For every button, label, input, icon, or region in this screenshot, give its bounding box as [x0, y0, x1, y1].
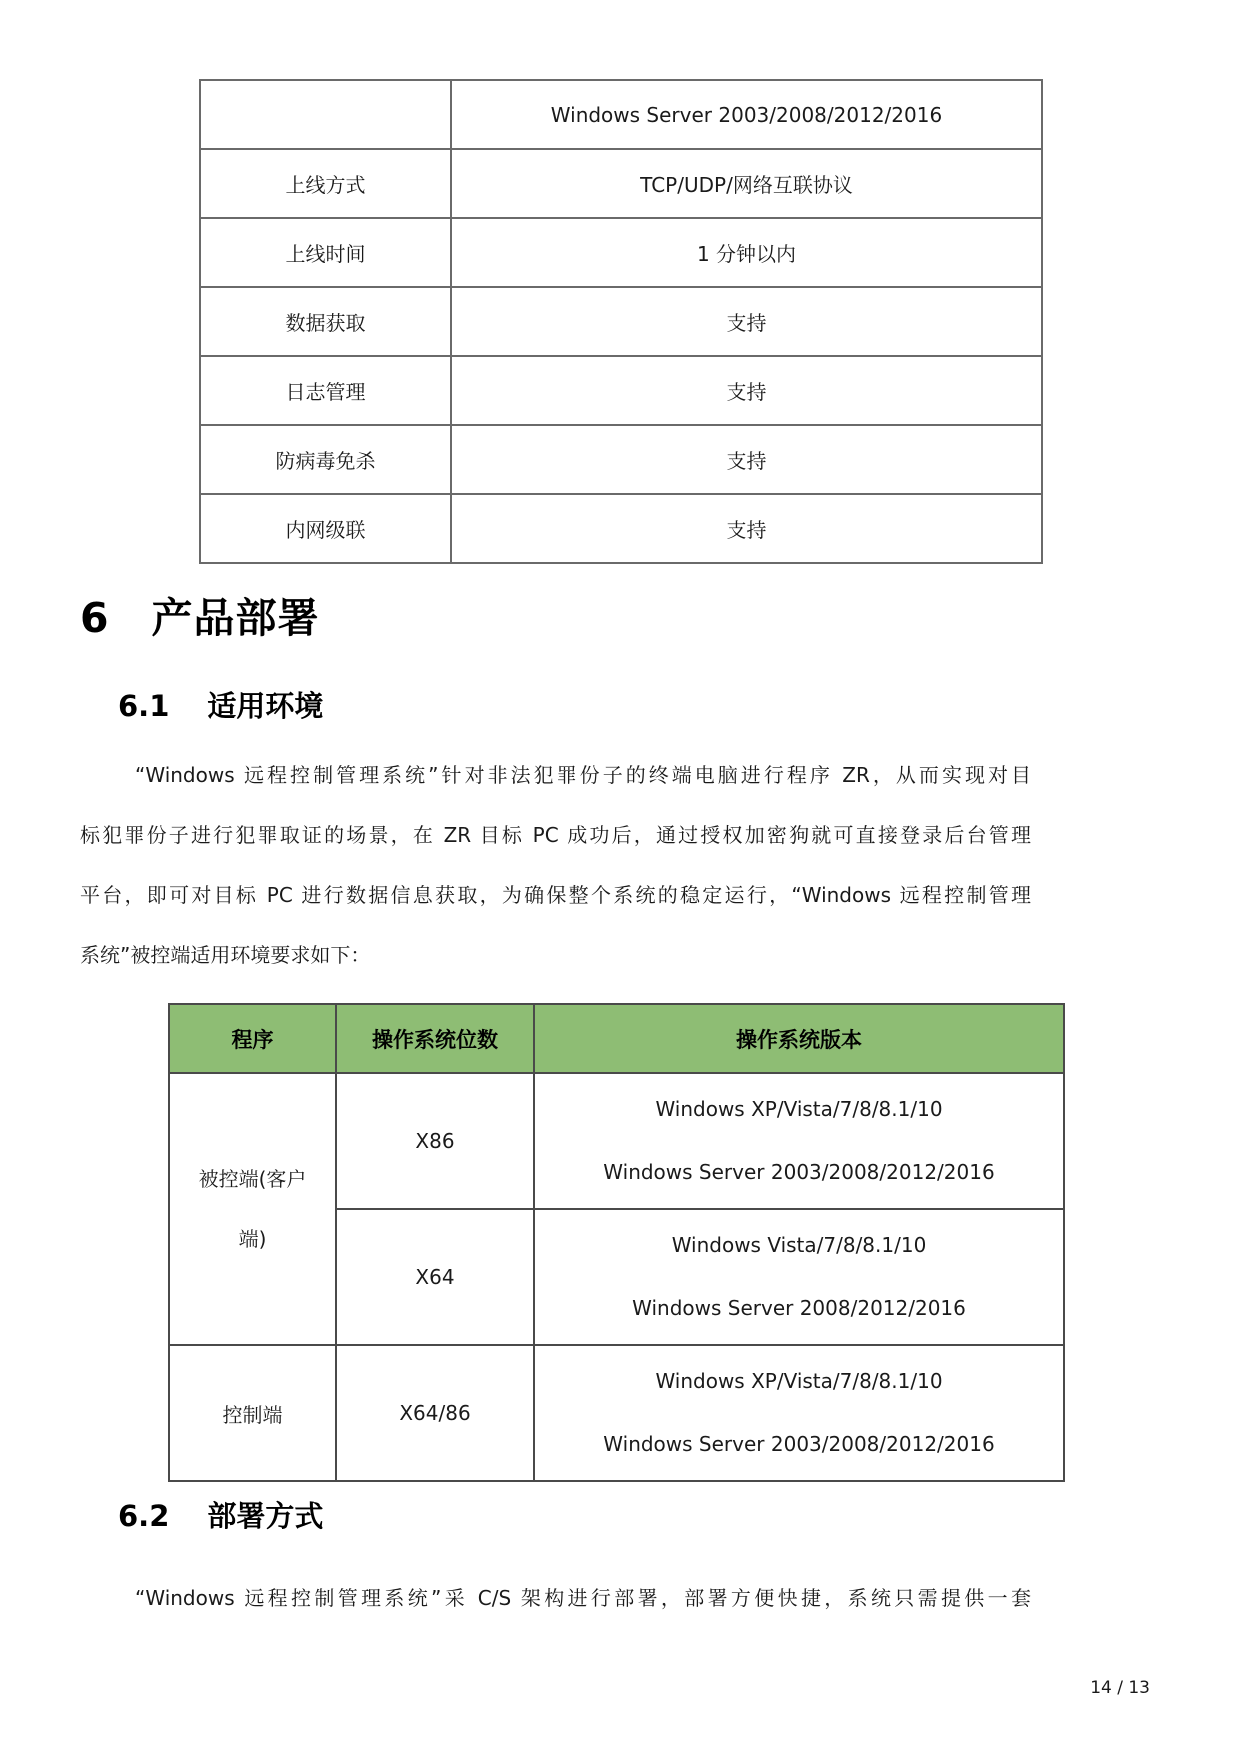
version-line: Windows Server 2003/2008/2012/2016 — [603, 1432, 995, 1456]
env-header-arch: 操作系统位数 — [336, 1004, 534, 1073]
spec-row-label: 数据获取 — [200, 287, 451, 356]
spec-row-value: 1 分钟以内 — [451, 218, 1042, 287]
env-header-program: 程序 — [169, 1004, 336, 1073]
spec-table-row — [200, 494, 1042, 563]
heading-number: 6.1 — [118, 689, 170, 723]
spec-row-label: 上线方式 — [200, 149, 451, 218]
env-table-row — [169, 1345, 1064, 1481]
heading-title: 适用环境 — [207, 689, 324, 723]
spec-table-row — [200, 287, 1042, 356]
section-6-2-paragraph — [80, 1568, 1031, 1628]
spec-table-row — [200, 149, 1042, 218]
spec-table-row — [200, 356, 1042, 425]
spec-row-value: TCP/UDP/网络互联协议 — [451, 149, 1042, 218]
version-cell — [534, 1209, 1064, 1345]
paragraph-line: “Windows 远程控制管理系统”针对非法犯罪份子的终端电脑进行程序 ZR，从而实现对目 — [135, 763, 1031, 787]
page-number: 14 / 13 — [1090, 1678, 1150, 1698]
section-6-heading — [80, 585, 320, 644]
paragraph-line: 系统”被控端适用环境要求如下： — [80, 943, 371, 967]
spec-row-label: 内网级联 — [200, 494, 451, 563]
spec-row-value: 支持 — [451, 287, 1042, 356]
program-label: 被控端(客户端) — [198, 1167, 307, 1251]
spec-table-row — [200, 80, 1042, 149]
paragraph-line: “Windows 远程控制管理系统”采 C/S 架构进行部署，部署方便快捷，系统只需提供一套 — [135, 1586, 1031, 1610]
arch-cell: X86 — [336, 1073, 534, 1209]
arch-cell: X64/86 — [336, 1345, 534, 1481]
spec-row-value: Windows Server 2003/2008/2012/2016 — [451, 80, 1042, 149]
spec-table-row — [200, 218, 1042, 287]
spec-row-label: 上线时间 — [200, 218, 451, 287]
environment-table — [168, 1003, 1065, 1482]
spec-table-row — [200, 425, 1042, 494]
spec-row-value: 支持 — [451, 425, 1042, 494]
paragraph-line: 平台，即可对目标 PC 进行数据信息获取，为确保整个系统的稳定运行，“Windows 远程控制管理 — [80, 883, 1031, 907]
version-line: Windows Server 2008/2012/2016 — [632, 1296, 966, 1320]
section-6-2-heading — [118, 1494, 323, 1535]
spec-row-label — [200, 80, 451, 149]
env-header-version: 操作系统版本 — [534, 1004, 1064, 1073]
heading-title: 产品部署 — [151, 594, 320, 642]
env-table-header-row — [169, 1004, 1064, 1073]
version-line: Windows XP/Vista/7/8/8.1/10 — [655, 1097, 943, 1121]
section-6-1-paragraph — [80, 745, 1031, 985]
heading-title: 部署方式 — [207, 1499, 324, 1533]
spec-row-value: 支持 — [451, 356, 1042, 425]
version-cell — [534, 1073, 1064, 1209]
paragraph-line: 标犯罪份子进行犯罪取证的场景，在 ZR 目标 PC 成功后，通过授权加密狗就可直接登录后台管理 — [80, 823, 1031, 847]
env-table-row — [169, 1073, 1064, 1209]
version-line: Windows Vista/7/8/8.1/10 — [671, 1233, 927, 1257]
section-6-1-heading — [118, 684, 323, 725]
spec-table — [199, 79, 1043, 564]
version-line: Windows Server 2003/2008/2012/2016 — [603, 1160, 995, 1184]
spec-row-label: 日志管理 — [200, 356, 451, 425]
program-cell — [169, 1073, 336, 1345]
heading-number: 6 — [80, 594, 110, 642]
program-cell: 控制端 — [169, 1345, 336, 1481]
arch-cell: X64 — [336, 1209, 534, 1345]
spec-row-label: 防病毒免杀 — [200, 425, 451, 494]
heading-number: 6.2 — [118, 1499, 170, 1533]
version-cell — [534, 1345, 1064, 1481]
spec-row-value: 支持 — [451, 494, 1042, 563]
version-line: Windows XP/Vista/7/8/8.1/10 — [655, 1369, 943, 1393]
